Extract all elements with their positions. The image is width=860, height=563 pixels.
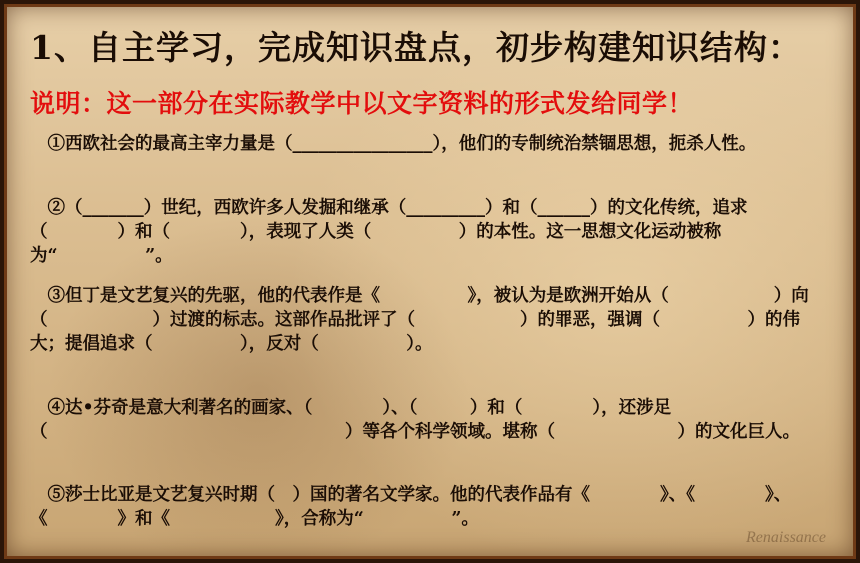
question-3: ③但丁是文艺复兴的先驱，他的代表作是《 》，被认为是欧洲开始从（ ）向（ ）过渡的标志。这部作品批评了（ ）的罪恶，强调（ ）的伟大；提倡追求（ ），反对（ ）。 (30, 286, 809, 354)
question-4: ④达•芬奇是意大利著名的画家、（ ）、（ ）和（ ），还涉足（ ）等各个科学领域。堪称（ ）的文化巨人。 (30, 398, 800, 442)
question-1: ①西欧社会的最高主宰力量是（________________），他们的专制统治禁锢思想，扼杀人性。 (30, 134, 757, 154)
renaissance-watermark: Renaissance (746, 529, 826, 546)
question-5: ⑤莎士比亚是文艺复兴时期（ ）国的著名文学家。他的代表作品有《 》、《 》、《 》和《 》，合称为“ ”。 (30, 485, 792, 529)
question-2: ②（_______）世纪，西欧许多人发掘和继承（_________）和（______）的文化传统，追求（ ）和（ ），表现了人类（ ）的本性。这一思想文化运动被称为“ ”。 (30, 198, 748, 266)
instruction-note: 说明：这一部分在实际教学中以文字资料的形式发给同学！ (30, 89, 694, 118)
slide-title: 1、自主学习，完成知识盘点，初步构建知识结构： (30, 28, 802, 67)
